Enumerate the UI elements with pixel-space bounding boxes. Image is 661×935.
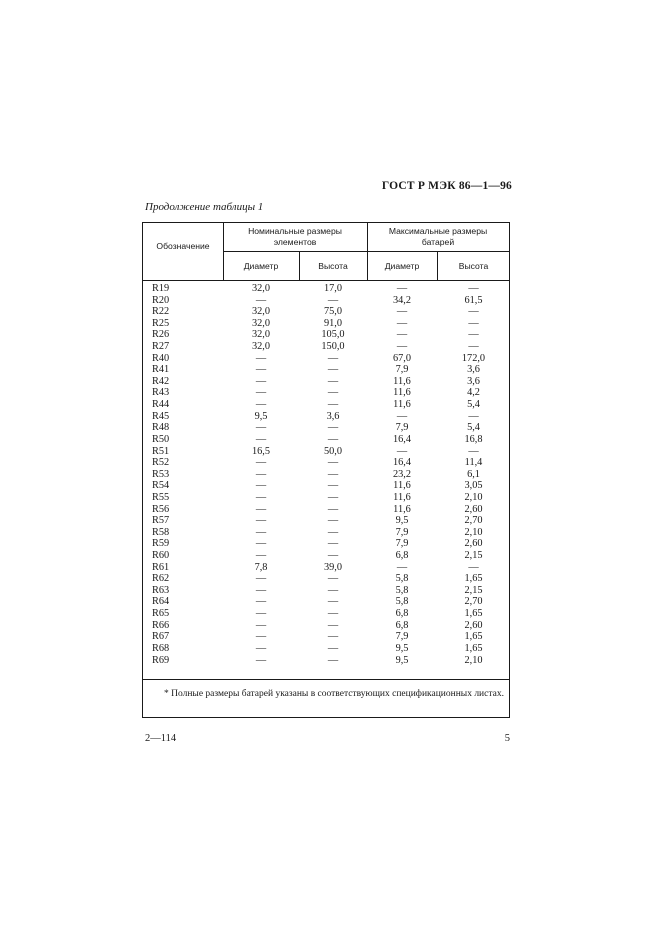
cell-nominal-height: 50,0 (323, 445, 343, 457)
cell-designation: R42 (152, 375, 170, 387)
cell-max-height: 2,70 (464, 515, 483, 527)
cell-max-height: — (468, 561, 479, 573)
header-max-dimensions: Максимальные размеры батарей (388, 226, 488, 247)
table-row (143, 643, 509, 655)
cell-nominal-diameter: 32,0 (251, 317, 271, 329)
cell-nominal-height: 17,0 (323, 283, 343, 294)
cell-nominal-diameter: — (255, 352, 267, 364)
cell-nominal-diameter: — (255, 387, 267, 399)
cell-nominal-height: — (327, 631, 339, 643)
cell-nominal-diameter: — (255, 515, 267, 527)
table-row (143, 434, 509, 446)
cell-max-diameter: 11,6 (393, 375, 411, 387)
cell-designation: R66 (152, 619, 170, 631)
cell-designation: R19 (152, 283, 170, 294)
cell-max-height: 2,60 (464, 503, 483, 515)
cell-max-height: 2,15 (464, 550, 483, 562)
table-row (143, 376, 509, 388)
cell-max-diameter: 11,6 (393, 399, 411, 411)
cell-nominal-diameter: — (255, 364, 267, 376)
cell-max-diameter: 7,9 (395, 422, 409, 434)
cell-max-height: — (468, 410, 479, 422)
table-row (143, 364, 509, 376)
cell-max-diameter: 5,8 (395, 573, 409, 585)
table-row (143, 469, 509, 481)
cell-nominal-height: 3,6 (326, 410, 340, 422)
cell-designation: R22 (152, 306, 170, 318)
cell-max-diameter: 7,9 (395, 526, 409, 538)
grid-line (223, 251, 509, 252)
table-row (143, 562, 509, 574)
cell-nominal-diameter: — (255, 654, 267, 666)
cell-max-diameter: — (396, 410, 408, 422)
cell-nominal-diameter: 32,0 (251, 329, 271, 341)
cell-nominal-height: — (327, 352, 339, 364)
cell-max-diameter: 9,5 (395, 654, 409, 666)
header-max-diameter: Диаметр (384, 261, 420, 271)
table-row (143, 655, 509, 667)
cell-nominal-height: — (327, 584, 339, 596)
cell-nominal-diameter: 9,5 (254, 410, 268, 422)
cell-designation: R26 (152, 329, 170, 341)
cell-max-height: 2,10 (464, 491, 483, 503)
page-number: 5 (504, 733, 510, 744)
cell-designation: R68 (152, 642, 170, 654)
grid-line (143, 679, 509, 680)
cell-max-height: 4,2 (467, 387, 480, 399)
cell-max-height: 1,65 (464, 573, 483, 585)
cell-max-height: — (468, 317, 479, 329)
cell-max-height: 2,10 (464, 526, 483, 538)
grid-line (367, 223, 368, 281)
cell-nominal-diameter: — (255, 503, 267, 515)
cell-nominal-diameter: — (255, 375, 267, 387)
table-row (143, 550, 509, 562)
table-row (143, 515, 509, 527)
table-row (143, 527, 509, 539)
table-row (143, 399, 509, 411)
cell-nominal-height: — (327, 375, 339, 387)
cell-max-diameter: 67,0 (392, 352, 412, 364)
cell-nominal-diameter: 32,0 (251, 341, 271, 353)
cell-max-diameter: — (396, 341, 408, 353)
table-row (143, 620, 509, 632)
table-row (143, 387, 509, 399)
cell-nominal-height: 75,0 (323, 306, 343, 318)
cell-nominal-diameter: 32,0 (251, 283, 271, 294)
cell-max-diameter: — (396, 283, 408, 294)
cell-nominal-height: — (327, 294, 339, 306)
cell-max-diameter: 9,5 (395, 642, 409, 654)
cell-designation: R69 (152, 654, 170, 666)
table-row (143, 538, 509, 550)
header-max-height: Высота (458, 261, 489, 271)
cell-designation: R54 (152, 480, 170, 492)
table-continuation-label: Продолжение таблицы 1 (145, 201, 264, 213)
cell-max-height: 2,70 (464, 596, 483, 608)
cell-max-height: — (468, 283, 479, 294)
cell-designation: R40 (152, 352, 170, 364)
cell-nominal-height: — (327, 654, 339, 666)
cell-nominal-diameter: — (255, 491, 267, 503)
cell-max-height: — (468, 445, 479, 457)
cell-max-diameter: 9,5 (395, 515, 409, 527)
cell-max-height: 3,6 (467, 375, 480, 387)
cell-nominal-diameter: — (255, 468, 267, 480)
table-row (143, 608, 509, 620)
cell-max-diameter: — (396, 445, 408, 457)
cell-max-diameter: 23,2 (392, 468, 412, 480)
cell-designation: R53 (152, 468, 170, 480)
document-code: ГОСТ Р МЭК 86—1—96 (381, 180, 512, 192)
cell-nominal-diameter: — (255, 573, 267, 585)
header-nominal-dimensions: Номинальные размеры элементов (248, 226, 342, 247)
cell-nominal-diameter: — (255, 631, 267, 643)
cell-nominal-diameter: — (255, 294, 267, 306)
table-row (143, 341, 509, 353)
cell-nominal-height: — (327, 515, 339, 527)
table-row (143, 585, 509, 597)
cell-nominal-height: — (327, 491, 339, 503)
table-row (143, 295, 509, 307)
table-row (143, 283, 509, 295)
cell-designation: R51 (152, 445, 170, 457)
cell-max-diameter: 7,9 (395, 364, 409, 376)
table-row (143, 492, 509, 504)
cell-max-height: 172,0 (461, 352, 486, 364)
cell-max-height: 1,65 (464, 631, 483, 643)
cell-max-diameter: — (396, 561, 408, 573)
cell-max-diameter: 7,9 (395, 631, 409, 643)
cell-designation: R64 (152, 596, 170, 608)
cell-max-height: 2,10 (464, 654, 483, 666)
cell-max-diameter: 16,4 (392, 457, 412, 469)
cell-designation: R61 (152, 561, 170, 573)
cell-max-height: 11,4 (464, 457, 483, 469)
table-row (143, 411, 509, 423)
cell-max-height: 1,65 (464, 608, 483, 620)
cell-nominal-height: — (327, 387, 339, 399)
cell-designation: R44 (152, 399, 170, 411)
table-body (143, 283, 509, 666)
cell-nominal-diameter: — (255, 619, 267, 631)
table-row (143, 573, 509, 585)
cell-nominal-height: — (327, 642, 339, 654)
cell-nominal-height: — (327, 503, 339, 515)
cell-designation: R43 (152, 387, 170, 399)
cell-nominal-diameter: — (255, 422, 267, 434)
table-row (143, 504, 509, 516)
cell-nominal-height: — (327, 596, 339, 608)
cell-max-diameter: 34,2 (392, 294, 412, 306)
table-row (143, 353, 509, 365)
cell-max-diameter: 11,6 (393, 480, 411, 492)
header-nominal-height: Высота (318, 261, 348, 271)
cell-designation: R55 (152, 491, 170, 503)
cell-designation: R59 (152, 538, 170, 550)
table-row (143, 457, 509, 469)
cell-max-height: 6,1 (467, 468, 480, 480)
cell-nominal-height: 91,0 (323, 317, 343, 329)
cell-nominal-height: — (327, 468, 339, 480)
table-row (143, 329, 509, 341)
cell-max-diameter: 7,9 (395, 538, 409, 550)
cell-max-diameter: 11,6 (393, 491, 411, 503)
cell-nominal-diameter: — (255, 584, 267, 596)
cell-nominal-diameter: — (255, 550, 267, 562)
cell-nominal-height: — (327, 550, 339, 562)
cell-nominal-height: — (327, 399, 339, 411)
cell-designation: R58 (152, 526, 170, 538)
cell-max-diameter: 5,8 (395, 584, 409, 596)
header-designation: Обозначение (156, 241, 210, 251)
cell-nominal-diameter: — (255, 596, 267, 608)
cell-nominal-diameter: — (255, 538, 267, 550)
table-row (143, 631, 509, 643)
table-row (143, 480, 509, 492)
cell-nominal-diameter: — (255, 480, 267, 492)
cell-designation: R45 (152, 410, 170, 422)
cell-designation: R60 (152, 550, 170, 562)
cell-max-height: 5,4 (467, 422, 480, 434)
cell-designation: R67 (152, 631, 170, 643)
cell-max-diameter: — (396, 306, 408, 318)
cell-max-height: 2,15 (464, 584, 483, 596)
grid-line (143, 280, 509, 281)
cell-max-height: 1,65 (464, 642, 483, 654)
cell-designation: R56 (152, 503, 170, 515)
cell-designation: R50 (152, 433, 170, 445)
table-row (143, 446, 509, 458)
cell-max-height: 5,4 (467, 399, 480, 411)
cell-nominal-height: — (327, 364, 339, 376)
cell-nominal-height: — (327, 608, 339, 620)
cell-nominal-diameter: — (255, 608, 267, 620)
cell-nominal-height: 150,0 (321, 341, 345, 353)
cell-nominal-height: — (327, 457, 339, 469)
cell-designation: R62 (152, 573, 170, 585)
page-code: 2—114 (145, 733, 177, 744)
table-row (143, 306, 509, 318)
table-footnote: * Полные размеры батарей указаны в соответствующих спецификационных листах. (164, 689, 504, 699)
cell-designation: R57 (152, 515, 170, 527)
cell-nominal-diameter: — (255, 399, 267, 411)
cell-max-diameter: — (396, 317, 408, 329)
cell-designation: R63 (152, 584, 170, 596)
cell-designation: R48 (152, 422, 170, 434)
table-row (143, 318, 509, 330)
cell-designation: R52 (152, 457, 170, 469)
cell-max-height: 2,60 (464, 619, 483, 631)
cell-designation: R20 (152, 294, 170, 306)
cell-max-diameter: 5,8 (395, 596, 409, 608)
grid-line (223, 223, 224, 281)
cell-nominal-height: — (327, 526, 339, 538)
table-row (143, 422, 509, 434)
cell-nominal-diameter: — (255, 526, 267, 538)
cell-designation: R27 (152, 341, 170, 353)
cell-nominal-height: 105,0 (321, 329, 345, 341)
dimensions-table (142, 222, 510, 718)
cell-designation: R25 (152, 317, 170, 329)
cell-max-diameter: 16,4 (392, 433, 412, 445)
table-row (143, 596, 509, 608)
cell-max-diameter: 11,6 (393, 503, 411, 515)
cell-nominal-height: — (327, 480, 339, 492)
cell-max-height: 2,60 (464, 538, 483, 550)
cell-nominal-diameter: 32,0 (251, 306, 271, 318)
cell-nominal-diameter: — (255, 433, 267, 445)
header-nominal-diameter: Диаметр (243, 261, 279, 271)
cell-nominal-diameter: 7,8 (254, 561, 268, 573)
cell-designation: R65 (152, 608, 170, 620)
cell-nominal-diameter: — (255, 642, 267, 654)
cell-max-diameter: — (396, 329, 408, 341)
cell-nominal-diameter: 16,5 (251, 445, 271, 457)
cell-designation: R41 (152, 364, 170, 376)
cell-nominal-diameter: — (255, 457, 267, 469)
cell-nominal-height: 39,0 (323, 561, 343, 573)
cell-nominal-height: — (327, 573, 339, 585)
cell-max-height: — (468, 341, 479, 353)
cell-max-diameter: 6,8 (395, 608, 409, 620)
cell-max-height: — (468, 329, 479, 341)
cell-max-height: 3,6 (467, 364, 480, 376)
cell-max-height: 61,5 (464, 294, 483, 306)
cell-max-diameter: 6,8 (395, 619, 409, 631)
cell-nominal-height: — (327, 433, 339, 445)
cell-max-height: — (468, 306, 479, 318)
cell-nominal-height: — (327, 538, 339, 550)
cell-max-height: 16,8 (464, 433, 483, 445)
cell-nominal-height: — (327, 422, 339, 434)
cell-max-diameter: 6,8 (395, 550, 409, 562)
cell-nominal-height: — (327, 619, 339, 631)
cell-max-diameter: 11,6 (393, 387, 411, 399)
cell-max-height: 3,05 (464, 480, 483, 492)
